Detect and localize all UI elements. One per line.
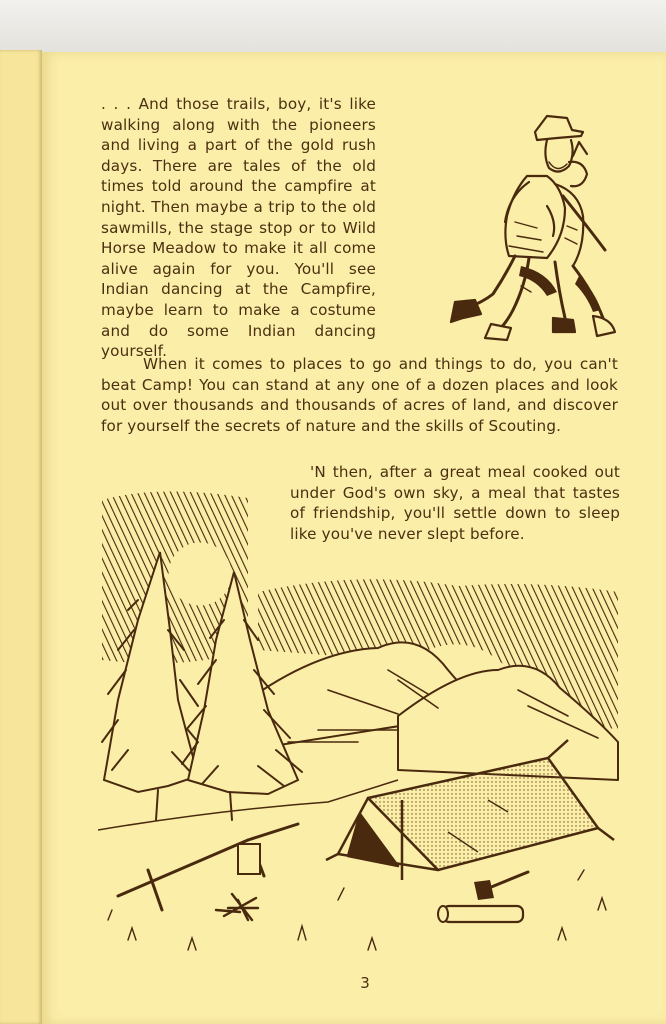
dancing-figures-illustration xyxy=(397,96,617,346)
paragraph-camp: When it comes to places to go and things to do, you can't beat Camp! You can stand at any one of a dozen places and look out over thousands and thousands of acres of land, and discover for yourself the secrets of nature and the skills of Scouting. xyxy=(101,355,618,435)
booklet-page xyxy=(42,52,666,1024)
facing-page-edge xyxy=(0,50,42,1024)
page-number: 3 xyxy=(360,974,370,992)
paragraph-trails: . . . And those trails, boy, it's like walking along with the pioneers and living a part of the gold rush days. There are tales of the old times told around the campfire at night. Then maybe a trip to the old sawmills, the stage stop or to Wild Horse Meadow to make it all come alive again for you. You'll see Indian dancing at the Campfire, maybe learn to make a costume and do some Indian dancing yourself. xyxy=(101,95,376,361)
paragraph-sleep: 'N then, after a great meal cooked out under God's own sky, a meal that tastes of friendship, you'll settle down to sleep like you've never slept before. xyxy=(290,463,620,543)
scanner-background xyxy=(0,0,666,52)
campsite-illustration xyxy=(98,480,626,970)
